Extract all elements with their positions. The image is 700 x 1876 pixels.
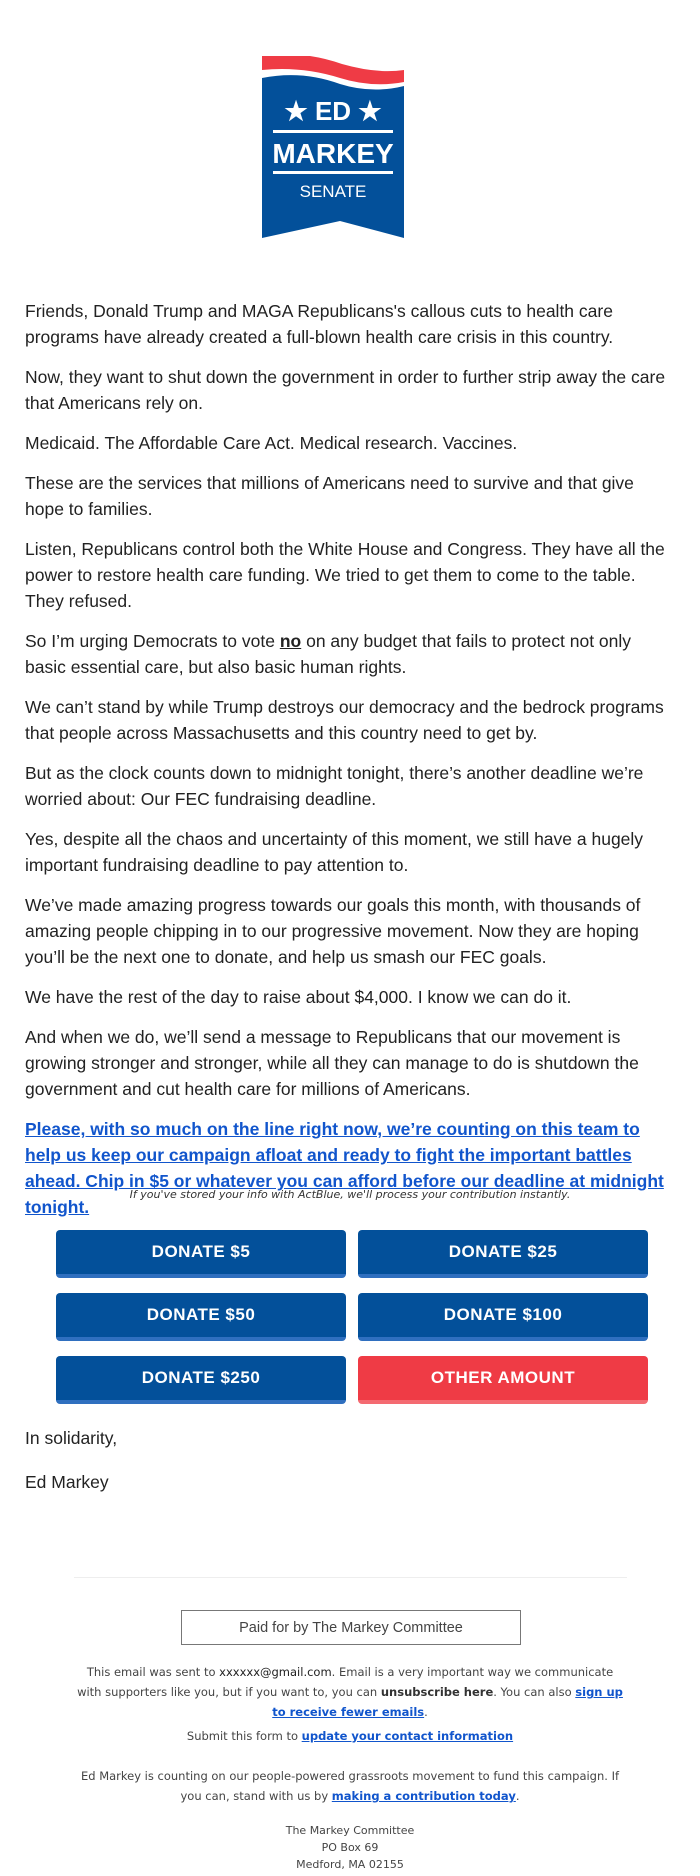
address-line: Medford, MA 02155	[296, 1858, 404, 1871]
contribution-link[interactable]: making a contribution today	[331, 1789, 516, 1803]
text: Submit this form to	[186, 1729, 302, 1743]
paid-for-box: Paid for by The Markey Committee	[181, 1610, 521, 1645]
paragraph: Now, they want to shut down the government in order to further strip away the care that Americans rely on.	[25, 367, 666, 413]
text: This email was sent to	[86, 1665, 220, 1679]
update-contact-link[interactable]: update your contact information	[301, 1729, 514, 1743]
footer-address	[75, 1822, 625, 1873]
signature: Ed Markey	[25, 1472, 109, 1492]
svg-text:★ ED ★: ★ ED ★	[284, 96, 382, 126]
text: .	[424, 1705, 428, 1719]
address-line: PO Box 69	[321, 1841, 379, 1854]
text: on any budget that fails to protect not only basic essential care, but also basic human rights.	[25, 631, 632, 677]
paragraph: Friends, Donald Trump and MAGA Republicans's callous cuts to health care programs have already created a full-blown health care crisis in this country.	[25, 301, 614, 347]
emphasis-no: no	[279, 631, 302, 651]
paragraph: We can’t stand by while Trump destroys our democracy and the bedrock programs that people across Massachusetts and this country need to get by.	[25, 697, 664, 743]
address-line: The Markey Committee	[285, 1824, 415, 1837]
paragraph: Listen, Republicans control both the White House and Congress. They have all the power to restore health care funding. We tried to get them to come to the table. They refused.	[25, 539, 665, 611]
unsubscribe-link[interactable]: unsubscribe here	[380, 1685, 494, 1699]
paragraph: These are the services that millions of Americans need to survive and that give hope to families.	[25, 473, 634, 519]
donate-250-button[interactable]: DONATE $250	[56, 1356, 346, 1404]
recipient-email: xxxxxx@gmail.com	[219, 1665, 332, 1679]
text: . Email is a very important way we communicate with supporters like you, but if you want to, you can	[77, 1665, 614, 1699]
footer-update-info	[75, 1726, 625, 1746]
donate-cta-link[interactable]: Please, with so much on the line right now, we’re counting on this team to help us keep our campaign afloat and ready to fight the important battles ahead. Chip in $5 or whatever you can afford before our deadline at midnight tonight.	[25, 1119, 664, 1217]
svg-text:MARKEY: MARKEY	[272, 138, 394, 169]
paragraph: We have the rest of the day to raise about $4,000. I know we can do it.	[25, 987, 572, 1007]
divider	[74, 1577, 627, 1578]
actblue-note: If you've stored your info with ActBlue, we'll process your contribution instantly.	[129, 1188, 571, 1201]
donate-25-button[interactable]: DONATE $25	[358, 1230, 648, 1278]
signoff: In solidarity,	[25, 1428, 118, 1448]
email-body	[25, 298, 675, 1234]
paragraph: And when we do, we’ll send a message to Republicans that our movement is growing stronger and stronger, while all they can manage to do is shutdown the government and cut health care for millions of Americans.	[25, 1027, 639, 1099]
donate-5-button[interactable]: DONATE $5	[56, 1230, 346, 1278]
paragraph: Medicaid. The Affordable Care Act. Medical research. Vaccines.	[25, 433, 518, 453]
footer-email-notice	[75, 1662, 625, 1722]
other-amount-button[interactable]: OTHER AMOUNT	[358, 1356, 648, 1404]
paragraph: Yes, despite all the chaos and uncertainty of this moment, we still have a hugely important fundraising deadline to pay attention to.	[25, 829, 644, 875]
text: . You can also	[493, 1685, 576, 1699]
paragraph: But as the clock counts down to midnight tonight, there’s another deadline we’re worried about: Our FEC fundraising deadline.	[25, 763, 644, 809]
donate-100-button[interactable]: DONATE $100	[358, 1293, 648, 1341]
footer-grassroots	[70, 1766, 630, 1806]
text: Ed Markey is counting on our people-powered grassroots movement to fund this campaign. If you can, stand with us by	[80, 1769, 620, 1803]
paragraph: We’ve made amazing progress towards our goals this month, with thousands of amazing people chipping in to our progressive movement. Now they are hoping you’ll be the next one to donate, and help us smash our FEC goals.	[25, 895, 641, 967]
ed-markey-senate-logo	[262, 56, 404, 238]
paragraph	[25, 628, 675, 680]
svg-text:SENATE: SENATE	[299, 182, 367, 201]
fewer-emails-link[interactable]: sign up to receive fewer emails	[272, 1685, 623, 1719]
text: So I’m urging Democrats to vote	[25, 631, 280, 651]
text: .	[515, 1789, 520, 1803]
donate-50-button[interactable]: DONATE $50	[56, 1293, 346, 1341]
